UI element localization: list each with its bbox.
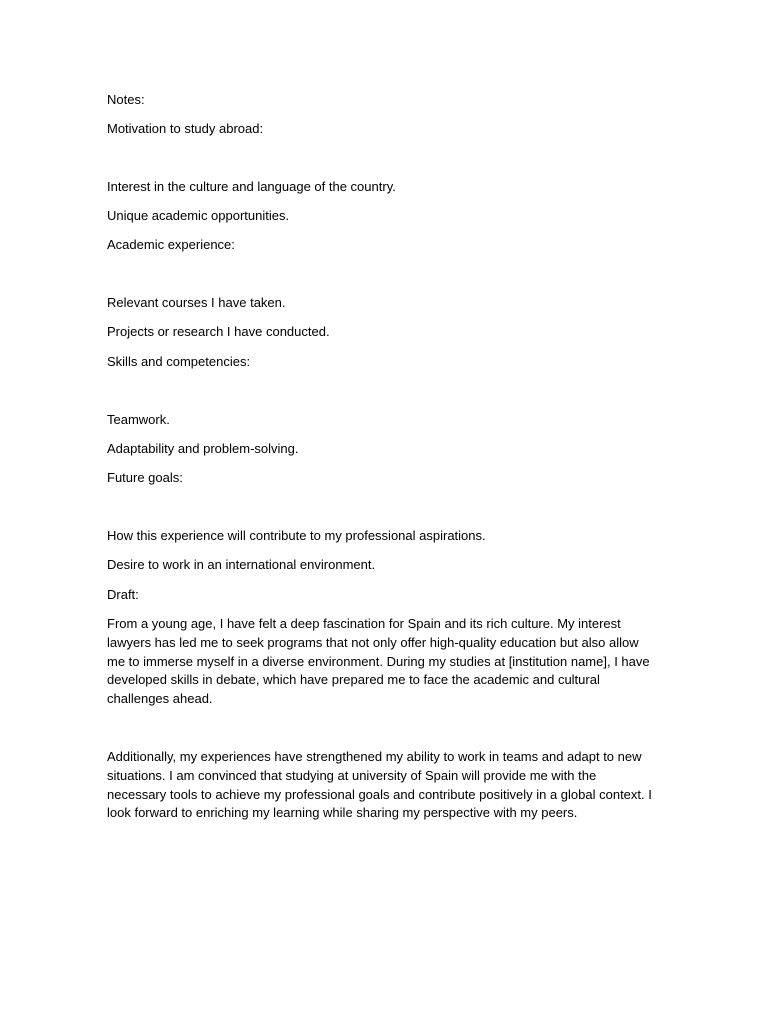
academic-item: Relevant courses I have taken. — [107, 295, 286, 310]
motivation-heading: Motivation to study abroad: — [107, 121, 264, 136]
motivation-item: Unique academic opportunities. — [107, 208, 290, 223]
notes-heading: Notes: — [107, 92, 145, 107]
skills-item: Adaptability and problem-solving. — [107, 441, 299, 456]
goals-item: Desire to work in an international environment. — [107, 557, 376, 572]
academic-item: Projects or research I have conducted. — [107, 324, 330, 339]
motivation-item: Interest in the culture and language of the country. — [107, 179, 396, 194]
skills-item: Teamwork. — [107, 412, 170, 427]
draft-paragraph: From a young age, I have felt a deep fascination for Spain and its rich culture. My interest lawyers has led me to seek programs that not only offer high-quality education but also allow me to immerse myself in a diverse environment. During my studies at [institution name], I have developed skills in debate, which have prepared me to face the academic and cultural challenges ahead. — [107, 616, 650, 707]
skills-heading: Skills and competencies: — [107, 354, 251, 369]
draft-heading: Draft: — [107, 587, 139, 602]
draft-paragraph: Additionally, my experiences have strengthened my ability to work in teams and adapt to new situations. I am convinced that studying at university of Spain will provide me with the necessary tools to achieve my professional goals and contribute positively in a global context. I look forward to enriching my learning while sharing my perspective with my peers. — [107, 749, 652, 821]
goals-heading: Future goals: — [107, 470, 183, 485]
goals-item: How this experience will contribute to my professional aspirations. — [107, 528, 486, 543]
academic-heading: Academic experience: — [107, 237, 235, 252]
